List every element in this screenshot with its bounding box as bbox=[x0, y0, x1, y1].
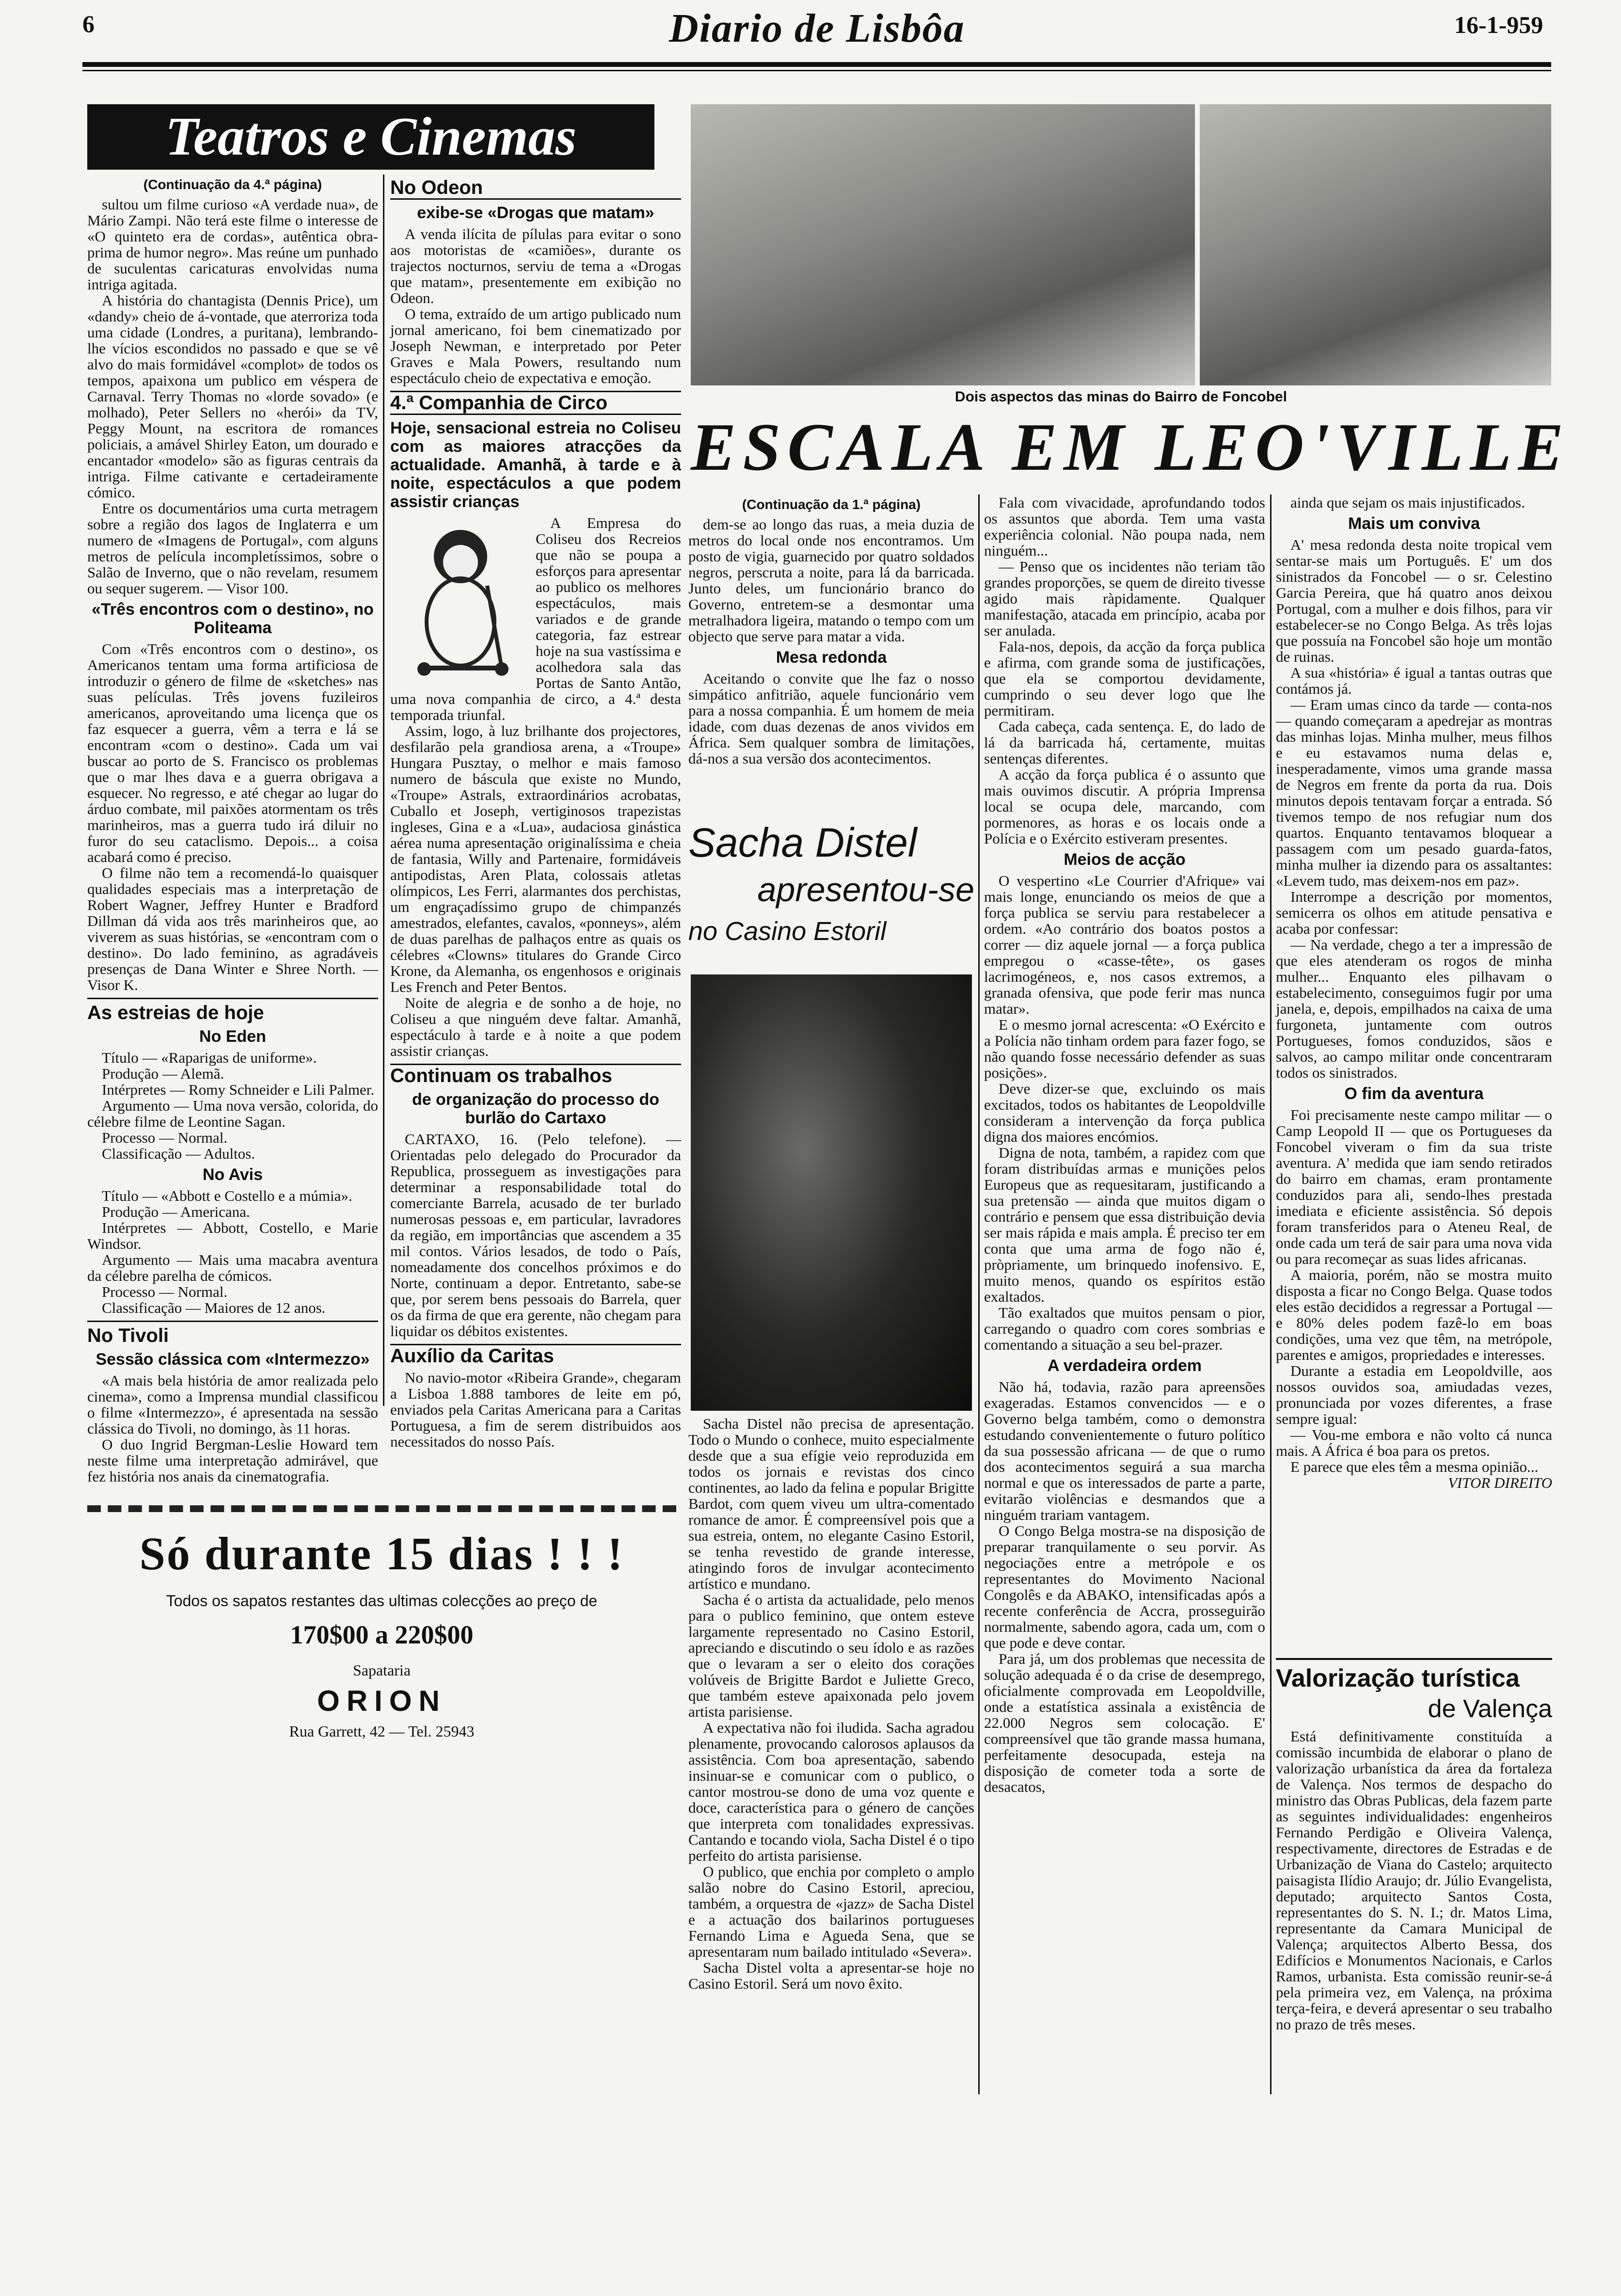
mine-photo-left bbox=[691, 104, 1195, 385]
column-1 bbox=[87, 175, 378, 1485]
article-paragraph: CARTAXO, 16. (Pelo telefone). — Orientadas pelo delegado do Procurador da Republica, prosseguem as investigações para determinar a responsabilidade total do comerciante Barrela, acusado de ter burlado numerosas pessoas e, em particular, lavradores da região, em importâncias que ascendem a 35 mil contos. Vários lesados, de todo o País, nomeadamente dos concelhos próximos e do Norte, continuam a depor. Entretanto, sabe-se que, por serem bens pessoais do Barrela, quer os da firma de que era gerente, não chegam para liquidar os débitos existentes. bbox=[390, 1131, 681, 1339]
article-paragraph: sultou um filme curioso «A verdade nua», de Mário Zampi. Não terá este filme o interesse de «O quinteto era de cordas», autêntica obra-prima de humor negro». Mas reúne um punhado de suculentas caricaturas envolvidas numa intriga agitada. bbox=[87, 196, 378, 293]
article-paragraph: — Vou-me embora e não volto cá nunca mais. A África é boa para os pretos. bbox=[1276, 1426, 1552, 1459]
article-paragraph: Tão exaltados que muitos pensam o pior, carregando o quadro com cores sombrias e comentando a situação a seu bel-prazer. bbox=[984, 1304, 1265, 1353]
article-paragraph: No navio-motor «Ribeira Grande», chegaram a Lisboa 1.888 tambores de leite em pó, enviados pela Caritas Americana para a Caritas Portuguesa, a fim de serem distribuidos aos necessitados do nosso País. bbox=[390, 1369, 681, 1450]
distel-title-1: Sacha Distel bbox=[688, 820, 917, 865]
subheading: «Três encontros com o destino», no Politeama bbox=[92, 600, 374, 637]
column-rule bbox=[978, 494, 980, 2094]
subheading: Mesa redonda bbox=[776, 648, 887, 667]
article-paragraph: Deve dizer-se que, excluindo os mais excitados, todos os habitantes de Leopoldville consideram a intervenção da força publica digna dos maiores encómios. bbox=[984, 1080, 1265, 1145]
clown-illustration bbox=[390, 518, 531, 678]
article-paragraph: — Eram umas cinco da tarde — conta-nos — quando começaram a apedrejar as montras das minhas lojas. Minha mulher, meus filhos e eu estavamos numa delas e, inesperadamente, vimos uma grande massa de Negros em frente da porta da rua. Dois minutos depois tentavam forçar a entrada. Só tivemos tempo de nos refugiar num dos quartos. Enquanto tentavamos bloquear a passagem com um pesado guarda-fatos, minha mulher ia dizendo para os assaltantes: «Levem tudo, mas deixem-nos em paz». bbox=[1276, 696, 1552, 889]
article-paragraph: A acção da força publica é o assunto que mais ouvimos discutir. A própria Imprensa local se ocupa dele, marcando, com pormenores, as horas e os locais onde a Polícia e o Exército estiveram presentes. bbox=[984, 766, 1265, 847]
valenca-title-1: Valorização turística bbox=[1276, 1664, 1520, 1692]
subheading: Hoje, sensacional estreia no Coliseu com as maiores atracções da actualidade. Amanhã, à tarde e à noite, espectáculos a que podem assistir crianças bbox=[390, 419, 681, 511]
article-paragraph: Digna de nota, também, a rapidez com que foram distribuídas armas e munições pelos Europeus que as requesitaram, justificando a sua pretensão — ainda que muitos digam o contrário e pensem que essa distribuição devia ser mais rápida e mais ampla. É preciso ter em conta que uma arma de fogo não é, pròpriamente, um brinquedo inofensivo. E, muito menos, quando os espíritos estão exaltados. bbox=[984, 1144, 1265, 1305]
page-date: 16-1-959 bbox=[1454, 11, 1543, 38]
valenca-article bbox=[1276, 1728, 1552, 2097]
valenca-title-2: de Valença bbox=[1428, 1695, 1552, 1723]
escala-column-2 bbox=[984, 494, 1265, 2094]
subheading: A verdadeira ordem bbox=[1047, 1356, 1202, 1375]
article-paragraph: Entre os documentários uma curta metragem sobre a região dos lagos de Inglaterra e um numero de «Imagens de Portugal», com alguns metros de película incompletíssimos, sobre o Salão de Inverno, que o não revelam, resumem ou sequer sugerem. — Visor 100. bbox=[87, 500, 378, 597]
listing-line: Processo — Normal. bbox=[102, 1129, 228, 1146]
article-paragraph: Não há, todavia, razão para apreensões exageradas. Estamos convencidos — e o Governo belga também, como o demonstra estudando convenientemente o futuro político da sua possessão africana — de que o rumo dos acontecimentos seguirá a sua marcha normal e que os interessados de parte a parte, evitarão violências e desmandos que a ninguém trariam vantagem. bbox=[984, 1378, 1265, 1523]
listing-line: Produção — Americana. bbox=[102, 1203, 250, 1220]
section-heading: No Tivoli bbox=[87, 1321, 378, 1346]
listing-line: Argumento — Uma nova versão, colorida, do célebre filme de Leontine Sagan. bbox=[87, 1097, 378, 1130]
article-paragraph: «A mais bela história de amor realizada pelo cinema», como a Imprensa mundial classificou o filme «Intermezzo», é apresentada na sessão clássica do Tivoli, no domingo, às 11 horas. bbox=[87, 1372, 378, 1437]
listing-line: Produção — Alemã. bbox=[102, 1065, 224, 1082]
article-paragraph: E parece que eles têm a mesma opinião... bbox=[1290, 1458, 1539, 1475]
column-rule bbox=[383, 175, 384, 1406]
listing-line: Argumento — Mais uma macabra aventura da célebre parelha de cómicos. bbox=[87, 1251, 378, 1284]
article-headline: ESCALA EM LEO'VILLE bbox=[691, 410, 1571, 485]
article-paragraph: Aceitando o convite que lhe faz o nosso simpático anfitrião, aquele funcionário vem para a nossa companhia. É um homem de meia idade, com duas dezenas de anos vividos em África. Sem qualquer sombra de limitações, dá-nos a sua versão dos acontecimentos. bbox=[688, 670, 974, 767]
subheading: Meios de acção bbox=[1064, 850, 1186, 869]
listing-line: Intérpretes — Abbott, Costello, e Marie Windsor. bbox=[87, 1219, 378, 1252]
section-heading: As estreias de hoje bbox=[87, 998, 378, 1023]
article-paragraph: Fala com vivacidade, aprofundando todos os assuntos que aborda. Tem uma vasta experiência colonial. Não poupa nada, nem ninguém... bbox=[984, 494, 1265, 559]
article-paragraph: A maioria, porém, não se mostra muito disposta a ficar no Congo Belga. Quase todos eles estão decididos a regressar a Portugal — e 80% deles podem fazê-lo em boas condições, uma vez que têm, na metrópole, parentes e amigos, propriedades e interesses. bbox=[1276, 1266, 1552, 1363]
article-paragraph: Sacha é o artista da actualidade, pelo menos para o publico feminino, que ontem esteve largamente representado no Casino Estoril, apreciando e discutindo o seu ídolo e as razões que o levaram a ser o eleito dos corações volúveis de Brigitte Bardot e Juliette Greco, que também esteve apaixonada pelo jovem artista parisiense. bbox=[688, 1591, 974, 1720]
cinema-name: No Avis bbox=[202, 1165, 263, 1184]
article-paragraph: O duo Ingrid Bergman-Leslie Howard tem neste filme uma interpretação admirável, que fez história nos anais da cinematografia. bbox=[87, 1436, 378, 1485]
ad-headline: Só durante 15 dias ! ! ! bbox=[139, 1528, 624, 1579]
article-paragraph: Fala-nos, depois, da acção da força publica e afirma, com grande soma de justificações, que ela se comportou devidamente, cumprindo o seu dever logo que lhe permitiram. bbox=[984, 638, 1265, 719]
article-paragraph: Cada cabeça, cada sentença. E, do lado de lá da barricada há, certamente, muitas sentenças diferentes. bbox=[984, 718, 1265, 767]
ad-prices: 170$00 a 220$00 bbox=[290, 1620, 474, 1649]
ad-text: Todos os sapatos restantes das ultimas colecções ao preço de bbox=[166, 1592, 598, 1610]
mine-photo-right bbox=[1200, 104, 1551, 385]
subheading: O fim da aventura bbox=[1344, 1084, 1484, 1103]
article-paragraph: Assim, logo, à luz brilhante dos projectores, desfilarão pela grandiosa arena, a «Troupe» Hungara Pusztay, o melhor e mais famoso numero de báscula que existe no Mundo, «Troupe» Astrals, extraordinários acrobatas, Cuballo et Joseph, vertiginosos trapezistas ingleses, Gina e a «Lua», audaciosa ginástica aérea numa apresentação originalíssima e cheia de fantasia, Willy and Partenaire, formidáveis antipodistas, Aren Plata, colossais atletas olímpicos, Les Ferri, alarmantes dos perchistas, um engraçadíssimo grupo de chimpanzés amestrados, elefantes, cavalos, «ponneys», além de duas parelhas de palhaços entre as quais os célebres «Clowns» titulares do Grande Circo Krone, da Alemanha, os engenhosos e originais Les French and Peter Bentos. bbox=[390, 722, 681, 995]
ad-shop-label: Sapataria bbox=[352, 1661, 411, 1679]
section-heading: 4.ª Companhia de Circo bbox=[390, 391, 681, 415]
ad-address: Rua Garrett, 42 — Tel. 25943 bbox=[289, 1722, 475, 1740]
listing-line: Intérpretes — Romy Schneider e Lili Palmer. bbox=[102, 1081, 375, 1098]
section-rule bbox=[1276, 1658, 1552, 1660]
header-rule bbox=[82, 62, 1551, 67]
subheading: Mais um conviva bbox=[1348, 514, 1480, 533]
distel-article bbox=[688, 1416, 974, 2094]
article-paragraph: O tema, extraído de um artigo publicado num jornal americano, foi bem cinematizado por Joseph Newman, e interpretado por Peter Graves e Mala Powers, resultando num espectáculo cheio de expectativa e emoção. bbox=[390, 305, 681, 386]
section-banner: Teatros e Cinemas bbox=[87, 104, 654, 170]
article-paragraph: Durante a estadia em Leopoldville, aos nossos ouvidos soa, amiudadas vezes, pronunciada por vozes diferentes, a frase sempre igual: bbox=[1276, 1362, 1552, 1427]
subheading: Sessão clássica com «Intermezzo» bbox=[95, 1350, 370, 1369]
article-paragraph: Está definitivamente constituída a comissão incumbida de elaborar o plano de valorização urbanística da área da fortaleza de Valença. Nos termos de despacho do ministro das Obras Publicas, dela fazem parte as seguintes individualidades: engenheiros Fernando Perdigão e Oliveira Valença, respectivamente, directores de Estradas e de Urbanização de Viana do Castelo; arquitecto paisagista Ilídio Araujo; dr. Júlio Evangelista, deputado; arquitecto Santos Costa, representantes do S. N. I.; dr. Matos Lima, representante da Camara Municipal de Valença; arquitectos Alberto Bessa, dos Edifícios e Monumentos Nacionais, e Carlos Ramos, urbanista. Esta comissão reunir-se-á pela primeira vez, em Valença, na próxima terça-feira, e deverá apresentar o seu trabalho no prazo de três meses. bbox=[1276, 1728, 1552, 2033]
author-signature: VITOR DIREITO bbox=[1448, 1474, 1552, 1491]
ad-shop: ORION bbox=[317, 1685, 446, 1717]
listing-line: Classificação — Adultos. bbox=[102, 1145, 255, 1162]
article-paragraph: Noite de alegria e de sonho a de hoje, no Coliseu a que ninguém deve faltar. Amanhã, espectáculo à tarde e à noite a que podem assistir crianças. bbox=[390, 994, 681, 1059]
listing-line: Título — «Raparigas de uniforme». bbox=[102, 1049, 317, 1066]
section-heading: Continuam os trabalhos bbox=[390, 1064, 681, 1086]
article-paragraph: A Empresa do Coliseu dos Recreios que não se poupa a esforços para apresentar ao publico os melhores espectáculos, mais variados e de grande categoria, faz estrear hoje na sua vastíssima e acolhedora sala das Portas de Santo Antão, uma nova companhia de circo, a 4.ª desta temporada triunfal. bbox=[390, 514, 681, 723]
section-heading: No Odeon bbox=[390, 177, 681, 200]
photo-caption: Dois aspectos das minas do Bairro de Foncobel bbox=[954, 389, 1287, 405]
article-paragraph: Foi precisamente neste campo militar — o Camp Leopold II — que os Portugueses da Foncobel viveram o fim da sua triste aventura. A' medida que iam sendo retirados do bairro em chamas, eram prontamente conduzidos para ali, sendo-lhes prestada imediata e eficiente assistência. Só depois foram transferidos para o Ateneu Real, de onde cada um terá de sair para uma nova vida ou para recomeçar as suas lides africanas. bbox=[1276, 1106, 1552, 1267]
continuation-note: (Continuação da 1.ª página) bbox=[742, 497, 921, 512]
article-paragraph: O Congo Belga mostra-se na disposição de preparar tranquilamente o seu porvir. As negociações entre a metrópole e os representantes do Movimento Nacional Congolês e da ABAKO, intensificadas após a recente conferência de Accra, prosseguirão normalmente, sabendo agora, cada um, com o que pode e deve contar. bbox=[984, 1522, 1265, 1651]
cinema-name: No Eden bbox=[199, 1027, 266, 1046]
section-heading: Auxílio da Caritas bbox=[390, 1344, 681, 1367]
escala-column-3 bbox=[1276, 494, 1552, 1653]
article-paragraph: ainda que sejam os mais injustificados. bbox=[1290, 494, 1525, 511]
article-paragraph: Com «Três encontros com o destino», os Americanos tentam uma forma artificiosa de introduzir o género de filme de «sketches» nas suas películas. Três jovens fuzileiros americanos, aproveitando uma licença que os faz esquecer a guerra, vêm a terra e lá se encontram «com o destino». Cada um vai buscar ao porto de S. Francisco os problemas que o mar lhes dava e a guerra obrigava a esquecer. No regresso, e até chegar ao lugar do árduo combate, mil paixões atormentam os três marinheiros, mas a guerra tudo irá diluir no furor do seu cataclismo. Depois... a coisa acabará como é preciso. bbox=[87, 640, 378, 865]
article-paragraph: Sacha Distel não precisa de apresentação. Todo o Mundo o conhece, muito especialmente desde que a sua efígie veio reproduzida em todos os jornais e revistas dos cinco continentes, ao lado da felina e popular Brigitte Bardot, com quem viveu um ultra-comentado romance de amor. É compreensível pois que a sua estreia, ontem, no elegante Casino Estoril, se tenha revestido de grande interesse, atingindo foros de invulgar acontecimento artístico e mundano. bbox=[688, 1415, 974, 1592]
article-paragraph: O publico, que enchia por completo o amplo salão nobre do Casino Estoril, apreciou, também, a orquestra de «jazz» de Sacha Distel e a actuação dos bailarinos portugueses Fernando Lima e Agueda Sena, que se apresentaram num bailado intitulado «Severa». bbox=[688, 1863, 974, 1960]
subheading: de organização do processo do burlão do Cartaxo bbox=[412, 1090, 660, 1127]
article-paragraph: Sacha Distel volta a apresentar-se hoje no Casino Estoril. Será um novo êxito. bbox=[688, 1959, 974, 1992]
escala-column-1 bbox=[688, 494, 974, 814]
article-paragraph: O filme não tem a recomendá-lo quaisquer qualidades especiais mas a interpretação de Robert Wagner, Jeffrey Hunter e Bradford Dillman dá vida aos três marinheiros que, ao viverem as suas histórias, se «encontram com o destino». Do lado feminino, as agradáveis presenças de Dana Winter e Shree North. — Visor K. bbox=[87, 864, 378, 993]
article-paragraph: — Na verdade, chego a ter a impressão de que eles atenderam os rogos de minha mulher... Enquanto eles pilhavam o estabelecimento, conseguimos fugir por uma janela, e, depois, empilhados na caixa de uma furgoneta, juntamente com outros Portugueses, fomos conduzidos, sãos e salvos, ao campo militar onde concentraram todos os sinistrados. bbox=[1276, 936, 1552, 1081]
listing-line: Título — «Abbott e Costello e a múmia». bbox=[102, 1187, 352, 1204]
article-paragraph: — Penso que os incidentes não teriam tão grandes proporções, se quem de direito tivesse agido mais ràpidamente. Qualquer manifestação, atacada em princípio, acaba por ser anulada. bbox=[984, 558, 1265, 639]
article-paragraph: A história do chantagista (Dennis Price), um «dandy» cheio de á-vontade, que aterroriza toda uma cidade (Londres, a puritana), lembrando-lhe vícios escondidos no passado e que se vê alvo do mais formidável «complot» de todos os tempos, apaixona um publico em véspera de Carnaval. Terry Thomas no «lorde sovado» (e molhado), Peter Sellers no «herói» da TV, Peggy Mount, na escritora de romances policiais, a amável Shirley Eaton, um dourado e encantador «modelo» são as figuras centrais da intriga. Filme cativante e certadeiramente cómico. bbox=[87, 292, 378, 501]
article-paragraph: dem-se ao longo das ruas, a meia duzia de metros do local onde nos encontramos. Um posto de vigia, guarnecido por quatro soldados negros, perscruta a noite, para lá da barricada. Junto deles, um funcionário branco do Governo, entretem-se a desmontar uma metralhadora ligeira, matando o tempo com um objecto que serve para matar a vida. bbox=[688, 516, 974, 645]
subheading: exibe-se «Drogas que matam» bbox=[417, 204, 654, 222]
article-paragraph: O vespertino «Le Courrier d'Afrique» vai mais longe, enunciando os meios de que a força publica se serviu para restabelecer a ordem. «Ao contrário dos boatos postos a correr — diz aquele jornal — a força publica empregou o «casse-tête», os gases lacrimogéneos, e, nos casos extremos, a granada ofensiva, que pode ferir mas nunca matar». bbox=[984, 872, 1265, 1017]
ad-box bbox=[87, 1505, 676, 1839]
column-rule bbox=[1270, 494, 1271, 2094]
article-paragraph: A sua «história» é igual a tantas outras que contámos já. bbox=[1276, 664, 1552, 697]
distel-photo bbox=[691, 974, 972, 1411]
article-paragraph: E o mesmo jornal acrescenta: «O Exército e a Polícia não tinham ordem para fazer fogo, se não quando fosse necessário defender as suas posições». bbox=[984, 1016, 1265, 1081]
listing-line: Classificação — Maiores de 12 anos. bbox=[102, 1299, 326, 1316]
article-paragraph: Interrompe a descrição por momentos, semicerra os olhos em atitude pensativa e acaba por confessar: bbox=[1276, 888, 1552, 937]
article-paragraph: Para já, um dos problemas que necessita de solução adequada é o da crise de desemprego, oficialmente comprovada em Leopoldville, onde a estatística assinala a existência de 22.000 Negros sem colocação. E' compreensível que tão grande massa humana, perfeitamente desocupada, esteja na disposição de cometer toda a sorte de desacatos, bbox=[984, 1650, 1265, 1795]
article-paragraph: A' mesa redonda desta noite tropical vem sentar-se mais um Português. E' um dos sinistrados da Foncobel — o sr. Celestino Garcia Pereira, que há quatro anos deixou Portugal, com a mulher e dois filhos, para vir estabelecer-se no Congo Belga. As três lojas que possuía na Foncobel são hoje um montão de ruinas. bbox=[1276, 536, 1552, 665]
column-2 bbox=[390, 172, 681, 1450]
header-rule-thin bbox=[82, 70, 1551, 71]
masthead: Diario de Lisbôa bbox=[669, 6, 965, 51]
article-paragraph: A expectativa não foi iludida. Sacha agradou plenamente, provocando calorosos aplausos da assistência. Com boa apresentação, sabendo insinuar-se e comunicar com o publico, o cantor mostrou-se dono de uma voz quente e doce, característica para o género de canções que interpreta com tonalidades expressivas. Cantando e tocando viola, Sacha Distel é o tipo perfeito do artista parisiense. bbox=[688, 1719, 974, 1864]
continuation-note: (Continuação da 4.ª página) bbox=[143, 177, 322, 192]
page-number: 6 bbox=[82, 10, 95, 37]
distel-title-3: no Casino Estoril bbox=[688, 917, 887, 946]
distel-title-2: apresentou-se bbox=[757, 871, 974, 909]
listing-line: Processo — Normal. bbox=[102, 1283, 228, 1300]
article-paragraph: A venda ilícita de pílulas para evitar o sono aos motoristas de «camiões», durante os trajectos nocturnos, serviu de tema a «Drogas que matam», presentemente em exibição no Odeon. bbox=[390, 225, 681, 306]
